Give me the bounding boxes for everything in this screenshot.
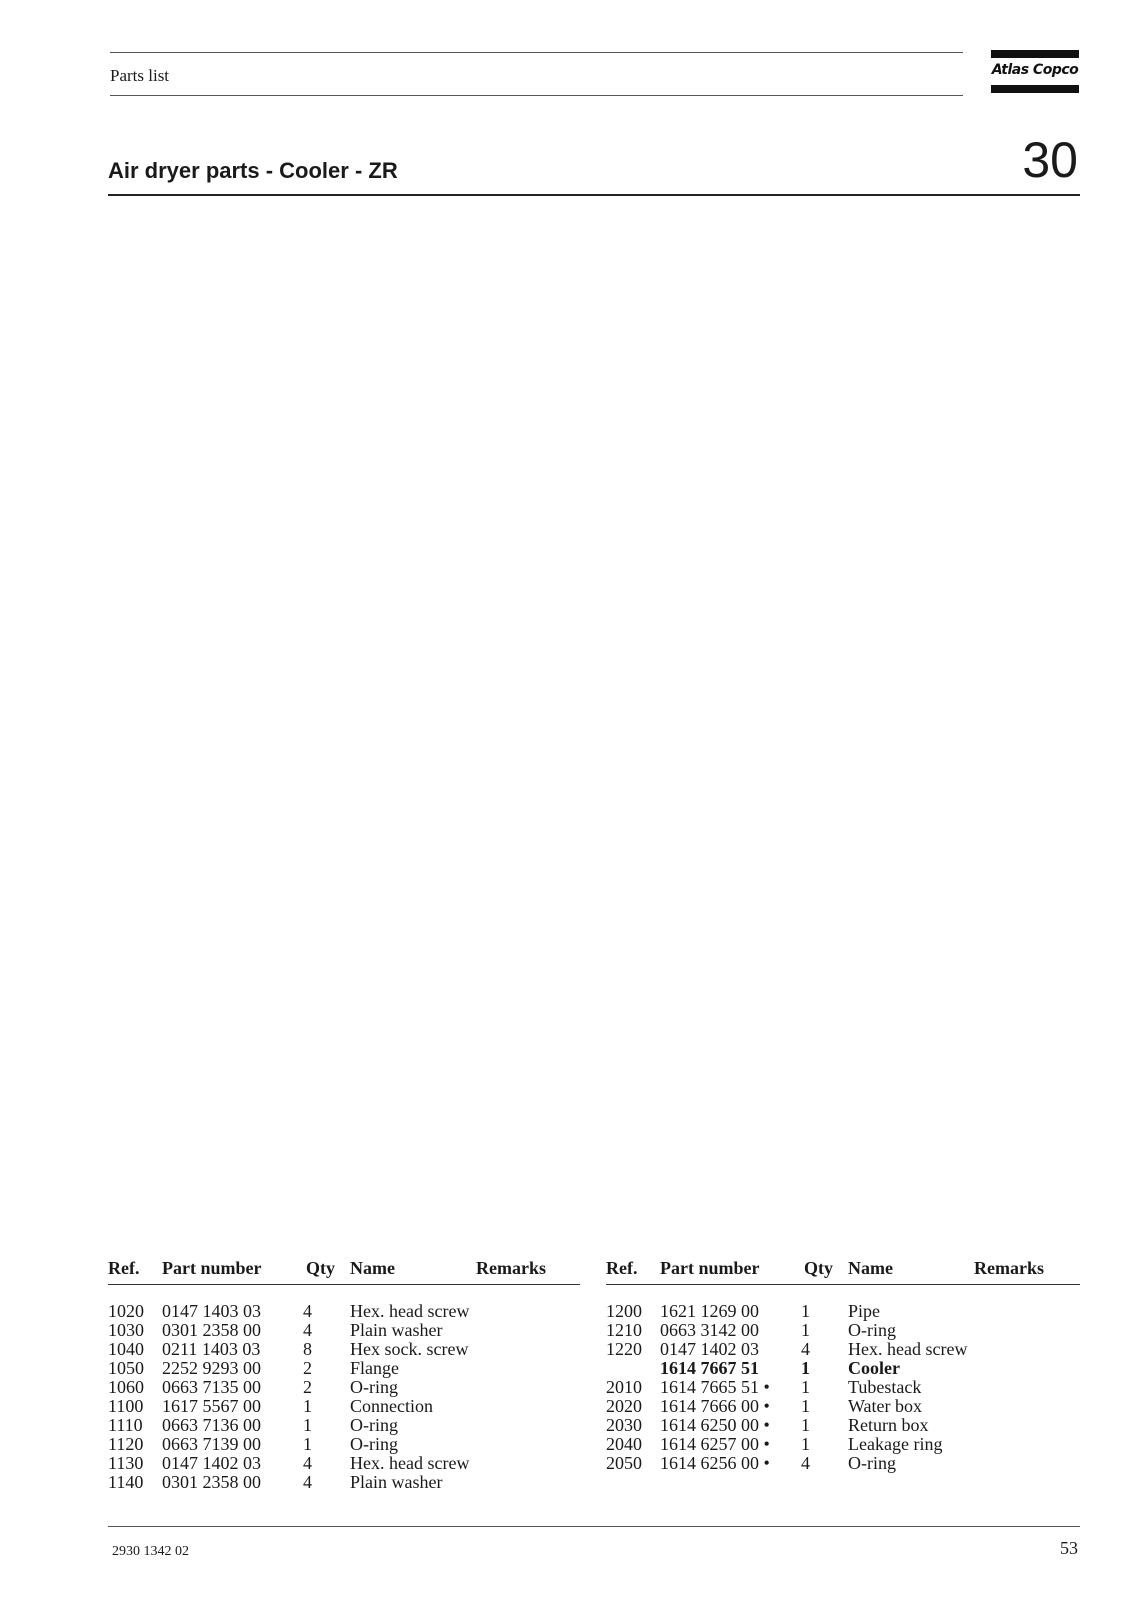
cell-name: Cooler	[848, 1358, 900, 1378]
cell-qty: 1	[303, 1396, 312, 1416]
atlas-copco-logo	[991, 50, 1079, 94]
cell-name: Hex. head screw	[350, 1301, 470, 1321]
cell-ref: 1060	[108, 1377, 144, 1397]
cell-part-number: 0663 7136 00	[162, 1415, 261, 1435]
cell-qty: 1	[801, 1396, 810, 1416]
cell-part-number: 1614 7665 51 •	[660, 1377, 770, 1397]
header-name: Name	[848, 1258, 893, 1278]
cell-name: Plain washer	[350, 1472, 443, 1492]
cell-name: Pipe	[848, 1301, 881, 1321]
table-row	[606, 1321, 1080, 1340]
parts-table-left	[108, 1258, 580, 1492]
page-number: 53	[1060, 1538, 1078, 1558]
header-underline	[606, 1284, 1080, 1285]
cell-ref: 1210	[606, 1320, 642, 1340]
cell-part-number: 0663 3142 00	[660, 1320, 759, 1340]
header-qty: Qty	[804, 1258, 833, 1278]
cell-qty: 8	[303, 1339, 312, 1359]
table-row	[108, 1397, 580, 1416]
cell-qty: 4	[801, 1453, 810, 1473]
cell-qty: 4	[801, 1339, 810, 1359]
cell-name: Hex. head screw	[350, 1453, 470, 1473]
cell-ref: 1220	[606, 1339, 642, 1359]
cell-ref: 2040	[606, 1434, 642, 1454]
header-remarks: Remarks	[476, 1258, 546, 1278]
cell-part-number: 0663 7139 00	[162, 1434, 261, 1454]
cell-name: O-ring	[350, 1415, 398, 1435]
document-code: 2930 1342 02	[112, 1544, 189, 1559]
cell-qty: 1	[801, 1358, 810, 1378]
cell-name: Plain washer	[350, 1320, 443, 1340]
table-row	[606, 1397, 1080, 1416]
table-row	[606, 1454, 1080, 1473]
table-header	[108, 1258, 580, 1282]
cell-name: Tubestack	[848, 1377, 922, 1397]
table-row	[108, 1321, 580, 1340]
cell-part-number: 1617 5567 00	[162, 1396, 261, 1416]
cell-name: Hex sock. screw	[350, 1339, 469, 1359]
cell-part-number: 1614 7667 51	[660, 1358, 759, 1378]
table-row	[606, 1359, 1080, 1378]
cell-name: Return box	[848, 1415, 929, 1435]
cell-part-number: 0301 2358 00	[162, 1320, 261, 1340]
cell-part-number: 0147 1402 03	[162, 1453, 261, 1473]
header-underline	[108, 1284, 580, 1285]
cell-name: Connection	[350, 1396, 433, 1416]
chapter-number: 30	[1022, 132, 1078, 188]
table-row	[108, 1435, 580, 1454]
cell-part-number: 0147 1403 03	[162, 1301, 261, 1321]
table-row	[108, 1454, 580, 1473]
cell-ref: 1140	[108, 1472, 144, 1492]
header-name: Name	[350, 1258, 395, 1278]
cell-qty: 4	[303, 1453, 312, 1473]
cell-qty: 1	[303, 1434, 312, 1454]
cell-qty: 4	[303, 1301, 312, 1321]
table-row	[108, 1473, 580, 1492]
table-row	[606, 1378, 1080, 1397]
header-remarks: Remarks	[974, 1258, 1044, 1278]
header-qty: Qty	[306, 1258, 335, 1278]
page-title: Air dryer parts - Cooler - ZR	[108, 158, 398, 183]
table-row	[606, 1435, 1080, 1454]
cell-name: Hex. head screw	[848, 1339, 968, 1359]
logo-top-bar	[991, 50, 1079, 58]
cell-ref: 1200	[606, 1301, 642, 1321]
header-ref: Ref.	[108, 1258, 140, 1278]
cell-qty: 1	[303, 1415, 312, 1435]
table-row	[108, 1302, 580, 1321]
cell-part-number: 1621 1269 00	[660, 1301, 759, 1321]
header-bottom-rule	[110, 95, 963, 96]
table-row	[606, 1416, 1080, 1435]
cell-name: O-ring	[350, 1434, 398, 1454]
cell-part-number: 1614 7666 00 •	[660, 1396, 770, 1416]
cell-part-number: 0211 1403 03	[162, 1339, 261, 1359]
cell-part-number: 1614 6250 00 •	[660, 1415, 770, 1435]
cell-name: O-ring	[848, 1453, 896, 1473]
cell-qty: 4	[303, 1472, 312, 1492]
cell-qty: 1	[801, 1301, 810, 1321]
cell-qty: 1	[801, 1377, 810, 1397]
table-row	[108, 1359, 580, 1378]
header-label: Parts list	[110, 66, 170, 85]
title-rule	[108, 194, 1080, 196]
logo-bottom-bar	[991, 85, 1079, 93]
cell-ref: 1110	[108, 1415, 143, 1435]
table-row	[606, 1302, 1080, 1321]
cell-qty: 2	[303, 1377, 312, 1397]
cell-ref: 2020	[606, 1396, 642, 1416]
cell-ref: 2030	[606, 1415, 642, 1435]
header-part-number: Part number	[162, 1258, 262, 1278]
cell-ref: 1050	[108, 1358, 144, 1378]
cell-qty: 1	[801, 1320, 810, 1340]
cell-qty: 1	[801, 1415, 810, 1435]
table-row	[108, 1378, 580, 1397]
logo-wordmark: Atlas Copco	[991, 62, 1079, 78]
cell-ref: 1030	[108, 1320, 144, 1340]
table-header	[606, 1258, 1080, 1282]
table-body	[108, 1302, 580, 1492]
cell-name: Water box	[848, 1396, 923, 1416]
cell-part-number: 2252 9293 00	[162, 1358, 261, 1378]
header-top-rule	[110, 52, 963, 53]
cell-part-number: 0301 2358 00	[162, 1472, 261, 1492]
cell-ref: 1100	[108, 1396, 144, 1416]
cell-qty: 1	[801, 1434, 810, 1454]
cell-ref: 2050	[606, 1453, 642, 1473]
table-row	[606, 1340, 1080, 1359]
cell-name: O-ring	[350, 1377, 398, 1397]
header-part-number: Part number	[660, 1258, 760, 1278]
table-body	[606, 1302, 1080, 1473]
cell-name: O-ring	[848, 1320, 896, 1340]
footer-rule	[108, 1526, 1080, 1527]
cell-qty: 4	[303, 1320, 312, 1340]
cell-ref: 2010	[606, 1377, 642, 1397]
cell-ref: 1130	[108, 1453, 144, 1473]
cell-ref: 1020	[108, 1301, 144, 1321]
cell-name: Leakage ring	[848, 1434, 943, 1454]
cell-part-number: 0147 1402 03	[660, 1339, 759, 1359]
cell-ref: 1120	[108, 1434, 144, 1454]
cell-ref: 1040	[108, 1339, 144, 1359]
header-ref: Ref.	[606, 1258, 638, 1278]
table-row	[108, 1340, 580, 1359]
cell-part-number: 1614 6257 00 •	[660, 1434, 770, 1454]
cell-part-number: 1614 6256 00 •	[660, 1453, 770, 1473]
table-row	[108, 1416, 580, 1435]
cell-qty: 2	[303, 1358, 312, 1378]
parts-table-right	[606, 1258, 1080, 1473]
cell-name: Flange	[350, 1358, 399, 1378]
cell-part-number: 0663 7135 00	[162, 1377, 261, 1397]
